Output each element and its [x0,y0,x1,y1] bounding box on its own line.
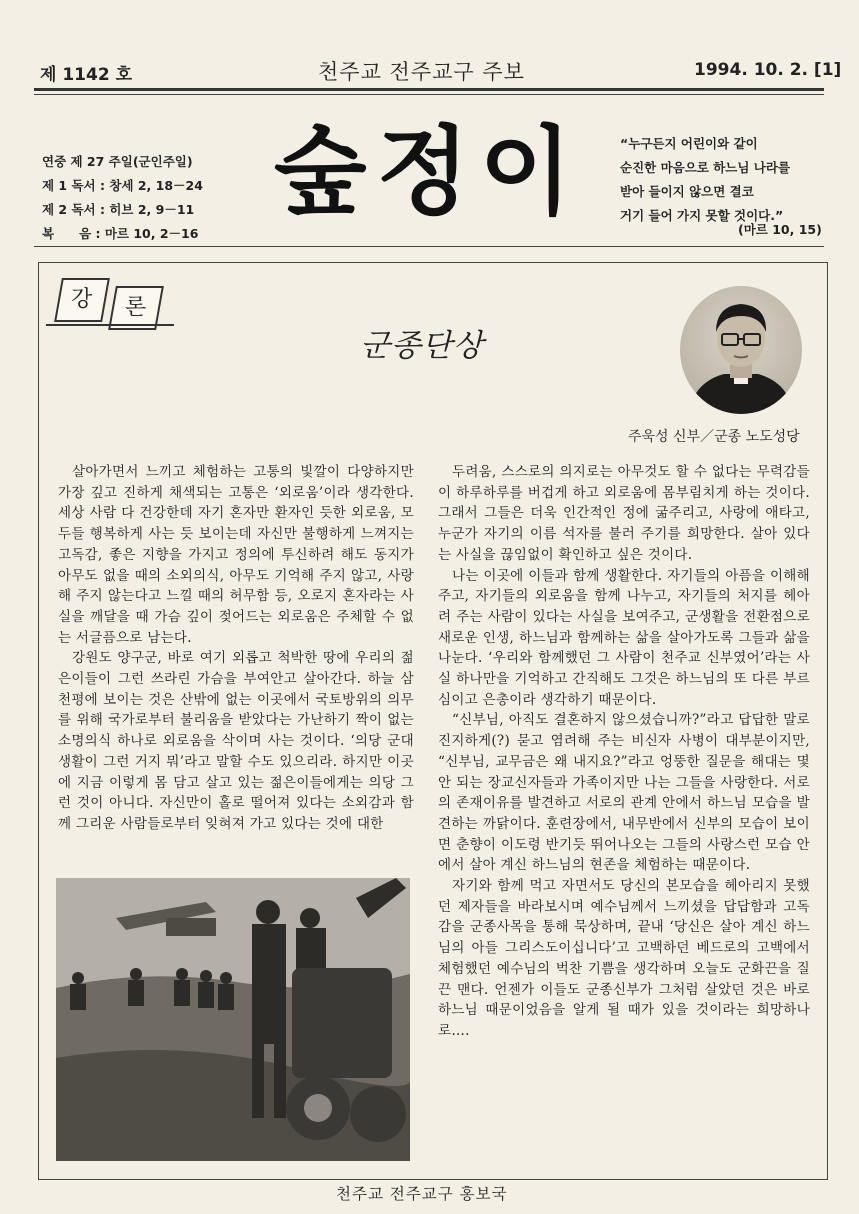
priest-portrait-icon [680,286,802,414]
article-title: 군종단상 [360,328,484,364]
issue-number: 제 1142 호 [40,65,132,85]
article-paragraph: 자기와 함께 먹고 자면서도 당신의 본모습을 헤아리지 못했던 제자들을 바라보시며 예수님께서 느끼셨을 답답함과 고독감을 군종사목을 통해 묵상하며, 끝내 ‘당신은 살아 계신 하느님의 아들 그리스도이십니다’고 고백하던 베드로의 고백에서 체험했던 예수님의 벅찬 기쁨을 생각하며 오늘도 군화끈을 질끈 맨다. 언젠가 이들도 군종신부가 그처럼 살았던 것은 바로 하느님 때문이었음을 알게 될 때가 있을 것이라는 희망하나로…. [438,878,810,1039]
column-tag-underline [46,324,174,326]
column-tag-char: 론 [125,295,147,320]
article-paragraph: 살아가면서 느끼고 체험하는 고통의 빛깔이 다양하지만 가장 깊고 진하게 채색되는 고통은 ‘외로움’이라 생각한다. 세상 사람 다 건강한데 자기 혼자만 환자인 듯한 외로움, 모두들 행복하게 사는 듯 보이는데 자신만 불행하게 느껴지는 고독감, 좋은 지향을 가지고 정의에 투신하려 해도 동지가 아무도 없을 때의 소외의식, 아무도 기억해 주지 않고, 사랑해 주지 않는다고 느낄 때의 허무함 등, 오로지 혼자라는 사실을 깨달을 때 가슴 깊이 젖어드는 외로움은 주체할 수 없는 서글픔으로 남는다. [58,464,414,646]
article-column-left [58,462,414,835]
issue-date: 1994. 10. 2. [1] [694,60,842,80]
quote-line: 순진한 마음으로 하느님 나라를 [620,160,791,175]
author-portrait [680,286,802,414]
gospel-reading: 복 음 : 마르 10, 2－16 [42,226,199,241]
article-paragraph: 두려움, 스스로의 의지로는 아무것도 할 수 없다는 무력감들이 하루하루를 버겁게 하고 외로움에 몸부림치게 하는 것이다. 그래서 그들은 더욱 인간적인 정에 굶주리고, 사랑에 애타고, 누군가 자기의 이름 석자를 불러 주기를 희망한다. 살아 있다는 사실을 끊임없이 확인하고 싶은 것이다. [438,464,810,563]
quote-reference: (마르 10, 15) [738,222,822,237]
quote-line: 거기 들어 가지 못할 것이다.” [620,208,784,223]
article-paragraph: 나는 이곳에 이들과 함께 생활한다. 자기들의 아픔을 이해해 주고, 자기들의 외로움을 함께 나누고, 자기들의 처지를 헤아려 주는 사람이 있다는 사실을 보여주고, 군생활을 전환점으로 새로운 인생, 하느님과 함께하는 삶을 살아가도록 그들과 삶을 나눈다. ‘우리와 함께했던 그 사람이 천주교 신부였어’라는 사실 하나만을 기억하고 간직해도 그것은 하느님의 또 다른 부르심이고 은총이라 생각하기 때문이다. [438,567,810,708]
second-reading: 제 2 독서 : 히브 2, 9－11 [42,202,195,217]
soldiers-photo [56,878,410,1161]
column-tag-box [54,278,110,322]
soldiers-training-icon [56,878,410,1161]
masthead-rule [34,246,824,247]
paper-name: 천주교 전주교구 주보 [318,60,525,84]
footer-publisher: 천주교 전주교구 홍보국 [336,1185,508,1203]
article-paragraph: “신부님, 아직도 결혼하지 않으셨습니까?”라고 답답한 말로 진지하게(?) 묻고 염려해 주는 비신자 사병이 대부분이지만, “신부님, 교무금은 왜 내지요?”라고 엉뚱한 질문을 해대는 몇 안 되는 장교신자들과 가족이지만 나는 그들을 사랑한다. 서로의 존재이유를 발견하고 서로의 관계 안에서 하느님 모습을 발견하는 까닭이다. 훈련장에서, 내무반에서 신부의 모습이 보이면 춘향이 이도령 반기듯 뛰어나오는 그들의 사랑스런 모습 안에서 살아 계신 하느님의 현존을 체험하는 때문이다. [438,712,810,874]
liturgy-sunday: 연중 제 27 주일(군인주일) [42,154,193,169]
column-tag [46,278,176,328]
masthead-logo: 숲정이 [273,116,583,228]
quote-line: 받아 들이지 않으면 결코 [620,184,754,199]
quote-line: “누구든지 어린이와 같이 [620,136,758,151]
article-paragraph: 강원도 양구군, 바로 여기 외롭고 척박한 땅에 우리의 젊은이들이 그런 쓰라린 가슴을 부여안고 살아간다. 하늘 삼천평에 보이는 것은 산밖에 없는 이곳에서 국토방위의 의무를 위해 국가로부터 불리움을 받았다는 가난하기 짝이 없는 소명의식 하나로 외로움을 삭이며 사는 것이다. ‘의당 군대생활이 그런 거지 뭐’라고 말할 수도 있으리라. 하지만 이곳에 지금 이렇게 몸 담고 살고 있는 젊은이들에게는 의당 그런 것이 아니다. 자신만이 홀로 떨어져 있다는 소외감과 함께 그리운 사람들로부터 잊혀져 가고 있다는 것에 대한 [58,650,414,832]
liturgy-readings [42,150,203,246]
column-tag-char: 강 [71,287,93,312]
article-byline: 주욱성 신부／군종 노도성당 [628,429,800,445]
article-column-right [438,462,810,1042]
top-rule [34,88,824,91]
top-rule-thin [34,94,824,95]
scripture-quote [620,132,830,228]
first-reading: 제 1 독서 : 창세 2, 18－24 [42,178,203,193]
